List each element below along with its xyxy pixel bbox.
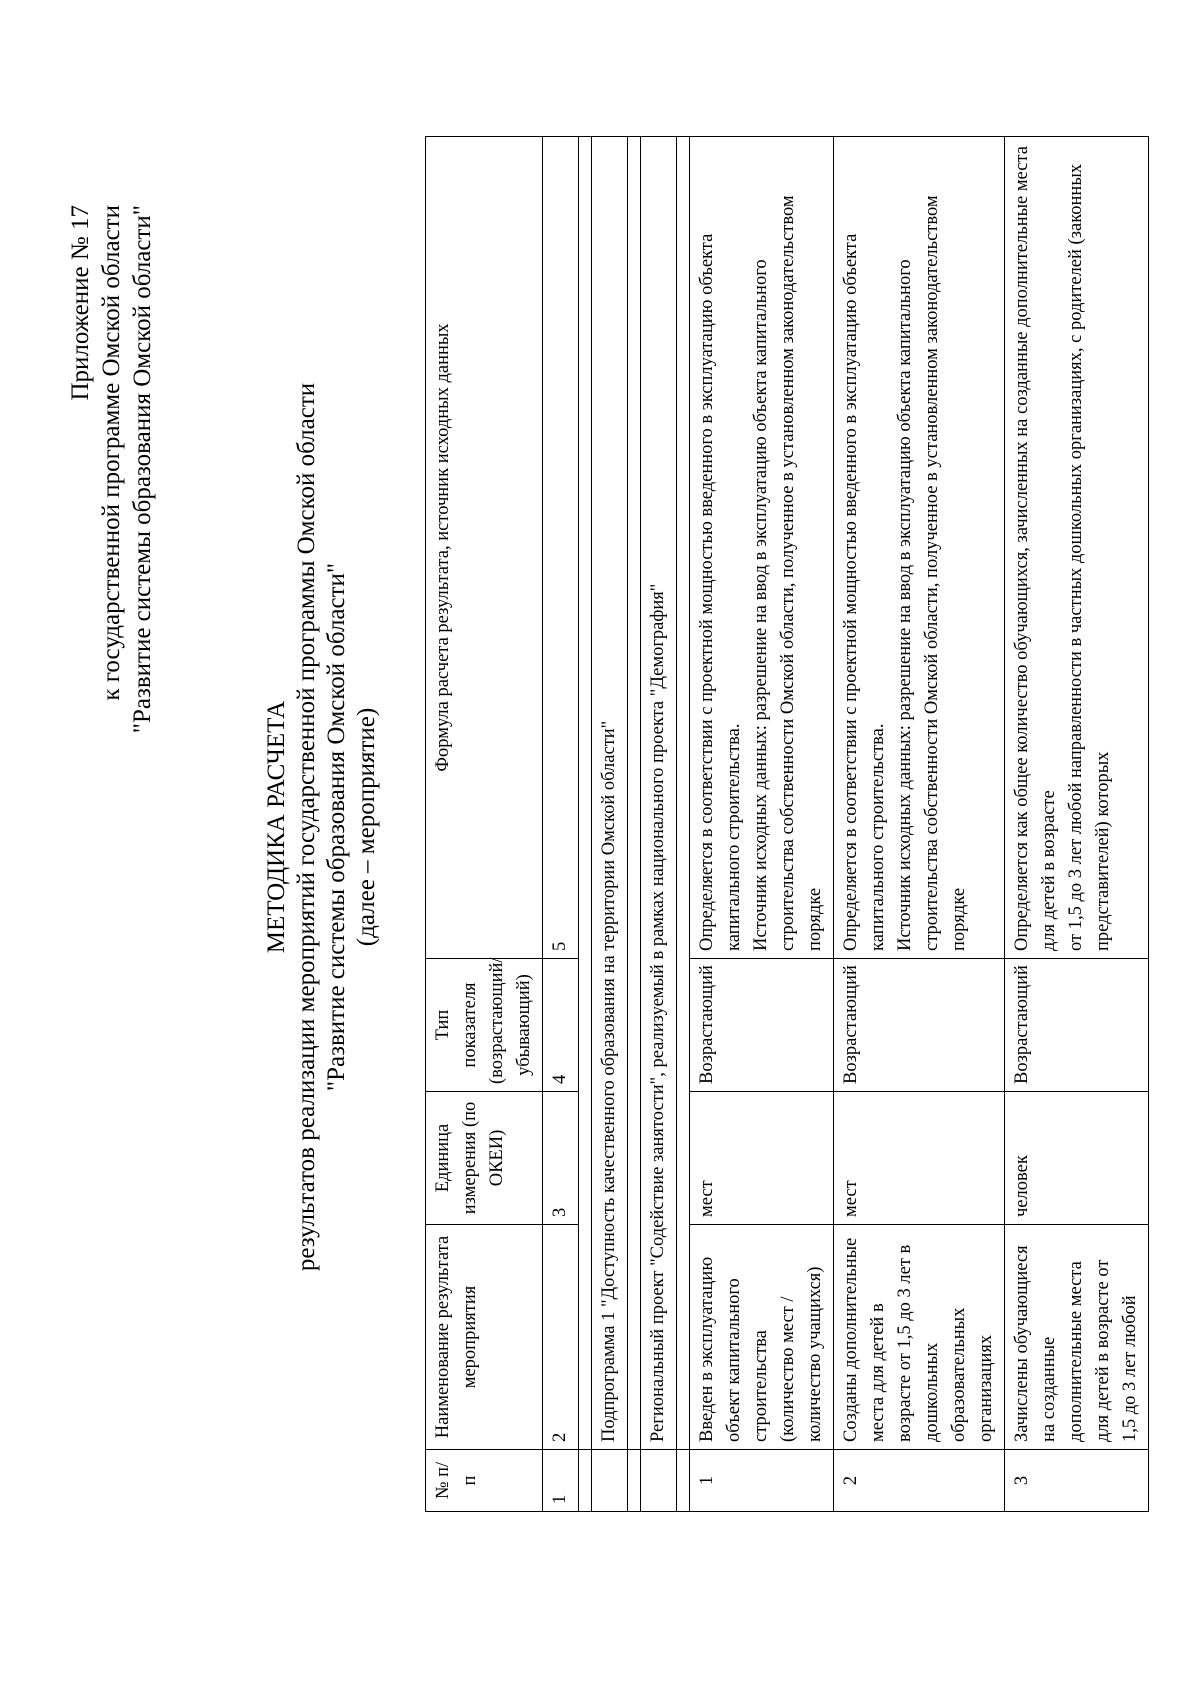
table-row <box>834 137 1005 1512</box>
table-row <box>690 137 834 1512</box>
row-num: 2 <box>834 1450 1005 1512</box>
regional-project-title: Региональный проект "Содействие занятости", реализуемый в рамках национального проекта "Демография" <box>641 137 677 1450</box>
row-name: Введен в эксплуатацию объект капитального строительства (количество мест / количество учащихся) <box>690 1225 834 1450</box>
row-formula <box>690 137 834 959</box>
col-number: 5 <box>543 137 579 959</box>
spacer-cell <box>677 137 690 1450</box>
spacer-cell <box>628 1450 641 1512</box>
spacer-cell <box>579 137 592 1450</box>
spacer-cell <box>579 1450 592 1512</box>
title-line-1: МЕТОДИКА РАСЧЕТА <box>263 700 290 954</box>
header-num: № п/п <box>426 1450 543 1512</box>
formula-source: Источник исходных данных: разрешение на ввод в эксплуатацию объекта капитального строительства собственности Омской области, полученное в установленном законодательством порядке <box>895 195 969 951</box>
col-number: 1 <box>543 1450 579 1512</box>
row-unit: мест <box>690 1092 834 1225</box>
formula-source: от 1,5 до 3 лет любой направленности в частных дошкольных организациях, с родителей (законных представителей) которых <box>1066 164 1113 951</box>
row-num: 1 <box>690 1450 834 1512</box>
appendix-header <box>65 205 158 733</box>
row-formula <box>1005 137 1149 959</box>
header-formula: Формула расчета результата, источник исходных данных <box>426 137 543 959</box>
column-number-row <box>543 137 579 1512</box>
row-type: Возрастающий <box>1005 959 1149 1092</box>
row-name: Зачислены обучающиеся на созданные дополнительные места для детей в возрасте от 1,5 до 3 лет любой <box>1005 1225 1149 1450</box>
row-formula <box>834 137 1005 959</box>
document-title <box>262 117 382 1537</box>
row-type: Возрастающий <box>690 959 834 1092</box>
spacer-cell <box>677 1450 690 1512</box>
col-number: 4 <box>543 959 579 1092</box>
appendix-line-1: Приложение № 17 <box>67 205 94 401</box>
spacer-row <box>677 137 690 1512</box>
appendix-line-2: к государственной программе Омской области <box>98 205 125 701</box>
table-row <box>1005 137 1149 1512</box>
row-type: Возрастающий <box>834 959 1005 1092</box>
spacer-row <box>628 137 641 1512</box>
spacer-cell <box>628 137 641 1450</box>
regional-project-row <box>641 137 677 1512</box>
row-name: Созданы дополнительные места для детей в возрасте от 1,5 до 3 лет в дошкольных образовательных организациях <box>834 1225 1005 1450</box>
header-type: Тип показателя (возрастающий/ убывающий) <box>426 959 543 1092</box>
spacer-row <box>579 137 592 1512</box>
row-num: 3 <box>1005 1450 1149 1512</box>
row-unit: человек <box>1005 1092 1149 1225</box>
section-blank-cell <box>641 1450 677 1512</box>
subprogram-row <box>592 137 628 1512</box>
header-name: Наименование результата мероприятия <box>426 1225 543 1450</box>
table-header-row <box>426 137 543 1512</box>
title-line-3: "Развитие системы образования Омской области" <box>323 562 350 1092</box>
col-number: 2 <box>543 1225 579 1450</box>
section-blank-cell <box>592 1450 628 1512</box>
appendix-line-3: "Развитие системы образования Омской области" <box>129 205 156 734</box>
formula-definition: Определяется в соответствии с проектной мощностью введенного в эксплуатацию объекта капитального строительства. <box>697 233 744 951</box>
row-unit: мест <box>834 1092 1005 1225</box>
methodology-table <box>425 136 1149 1512</box>
formula-source: Источник исходных данных: разрешение на ввод в эксплуатацию объекта капитального строительства собственности Омской области, полученное в установленном законодательством порядке <box>751 195 825 951</box>
formula-definition: Определяется как общее количество обучающихся, зачисленных на созданные дополнительные места для детей в возрасте <box>1012 146 1059 951</box>
formula-definition: Определяется в соответствии с проектной мощностью введенного в эксплуатацию объекта капитального строительства. <box>841 233 888 951</box>
subprogram-title: Подпрограмма 1 "Доступность качественного образования на территории Омской области" <box>592 137 628 1450</box>
header-unit: Единица измерения (по ОКЕИ) <box>426 1092 543 1225</box>
title-line-4: (далее – мероприятие) <box>353 707 380 947</box>
col-number: 3 <box>543 1092 579 1225</box>
title-line-2: результатов реализации мероприятий государственной программы Омской области <box>293 382 320 1272</box>
